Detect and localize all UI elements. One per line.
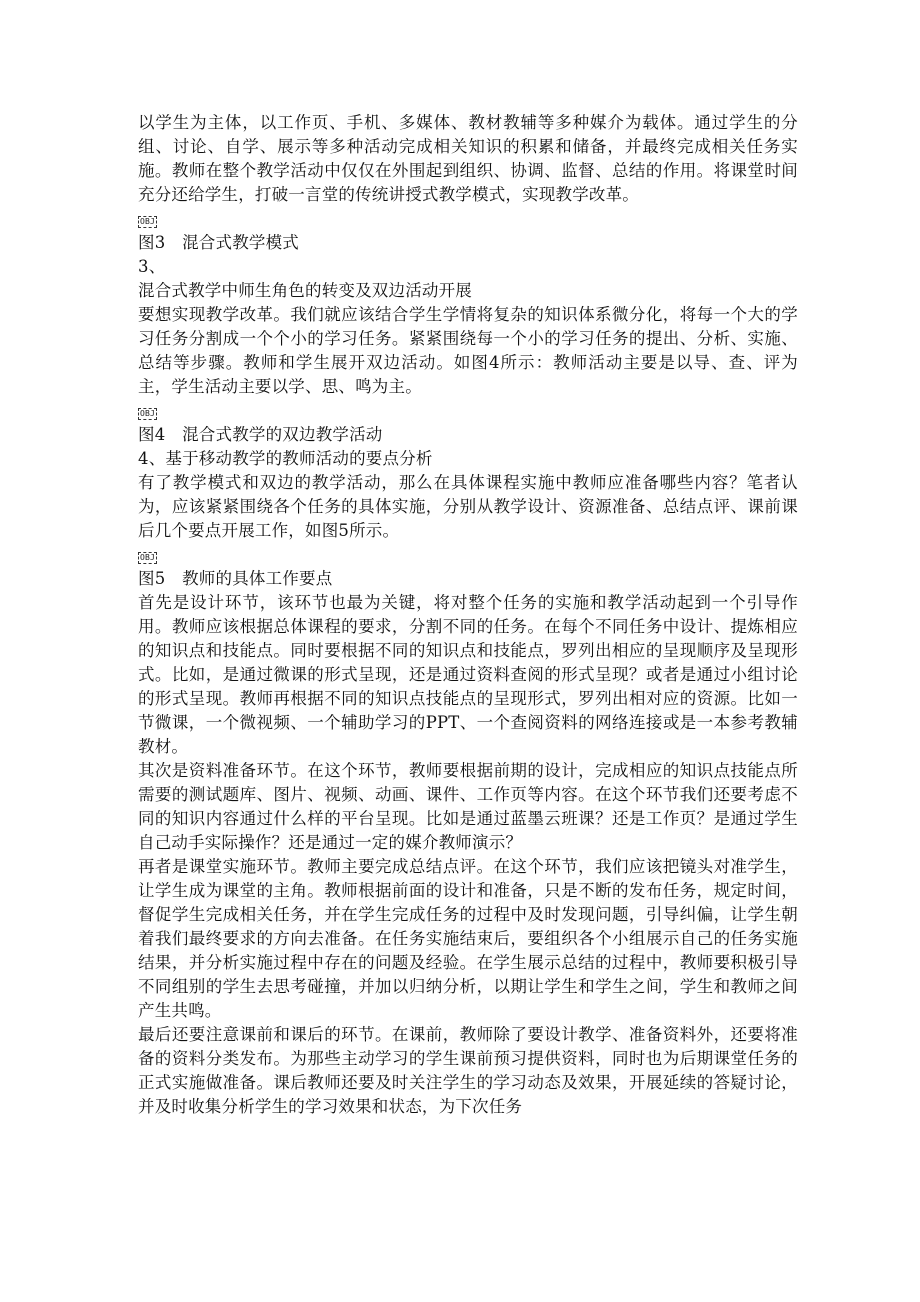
- object-placeholder-icon: OBJ: [140, 217, 156, 226]
- section-3-number: 3、: [138, 257, 166, 276]
- paragraph-pre-post-class: 最后还要注意课前和课后的环节。在课前，教师除了要设计教学、准备资料外，还要将准备的资料分类发布。为那些主动学习的学生课前预习提供资料，同时也为后期课堂任务的正式实施做准备。课后教师还要及时关注学生的学习动态及效果，开展延续的答疑讨论，并及时收集分析学生的学习效果和状态，为下次任务: [138, 1025, 798, 1116]
- section-3-title: 混合式教学中师生角色的转变及双边活动开展: [138, 281, 472, 300]
- object-placeholder-icon: OBJ: [140, 553, 156, 562]
- figure-5-placeholder: [138, 543, 798, 567]
- paragraph-resource-stage: 其次是资料准备环节。在这个环节，教师要根据前期的设计，完成相应的知识点技能点所需要的测试题库、图片、视频、动画、课件、工作页等内容。在这个环节我们还要考虑不同的知识内容通过什么样的平台呈现。比如是通过蓝墨云班课？还是工作页？是通过学生自己动手实际操作？还是通过一定的媒介教师演示？: [138, 761, 798, 852]
- figure-3-placeholder: [138, 207, 798, 231]
- paragraph-section-3: 要想实现教学改革。我们就应该结合学生学情将复杂的知识体系微分化，将每一个大的学习任务分割成一个个小的学习任务。紧紧围绕每一个小的学习任务的提出、分析、实施、总结等步骤。教师和学生展开双边活动。如图4所示：教师活动主要是以导、查、评为主，学生活动主要以学、思、鸣为主。: [138, 305, 798, 396]
- paragraph-section-4: 有了教学模式和双边的教学活动，那么在具体课程实施中教师应准备哪些内容？笔者认为，应该紧紧围绕各个任务的具体实施，分别从教学设计、资源准备、总结点评、课前课后几个要点开展工作，如图5所示。: [138, 473, 798, 540]
- figure-4-caption: 图4 混合式教学的双边教学活动: [138, 425, 383, 444]
- object-placeholder-icon: OBJ: [140, 409, 156, 418]
- figure-5-caption: 图5 教师的具体工作要点: [138, 569, 333, 588]
- paragraph-design-stage: 首先是设计环节，该环节也最为关键，将对整个任务的实施和教学活动起到一个引导作用。教师应该根据总体课程的要求，分割不同的任务。在每个不同任务中设计、提炼相应的知识点和技能点。同时要根据不同的知识点和技能点，罗列出相应的呈现顺序及呈现形式。比如，是通过微课的形式呈现，还是通过资料查阅的形式呈现？或者是通过小组讨论的形式呈现。教师再根据不同的知识点技能点的呈现形式，罗列出相对应的资源。比如一节微课，一个微视频、一个辅助学习的PPT、一个查阅资料的网络连接或是一本参考教辅教材。: [138, 593, 798, 756]
- document-body: [138, 111, 798, 1119]
- paragraph-intro: 以学生为主体，以工作页、手机、多媒体、教材教辅等多种媒介为载体。通过学生的分组、讨论、自学、展示等多种活动完成相关知识的积累和储备，并最终完成相关任务实施。教师在整个教学活动中仅仅在外围起到组织、协调、监督、总结的作用。将课堂时间充分还给学生，打破一言堂的传统讲授式教学模式，实现教学改革。: [138, 113, 798, 204]
- figure-4-placeholder: [138, 399, 798, 423]
- paragraph-classroom-stage: 再者是课堂实施环节。教师主要完成总结点评。在这个环节，我们应该把镜头对准学生，让学生成为课堂的主角。教师根据前面的设计和准备，只是不断的发布任务，规定时间，督促学生完成相关任务，并在学生完成任务的过程中及时发现问题，引导纠偏，让学生朝着我们最终要求的方向去准备。在任务实施结束后，要组织各个小组展示自己的任务实施结果，并分析实施过程中存在的问题及经验。在学生展示总结的过程中，教师要积极引导不同组别的学生去思考碰撞，并加以归纳分析，以期让学生和学生之间，学生和教师之间产生共鸣。: [138, 857, 798, 1020]
- figure-3-caption: 图3 混合式教学模式: [138, 233, 299, 252]
- section-4-title: 4、基于移动教学的教师活动的要点分析: [138, 449, 433, 468]
